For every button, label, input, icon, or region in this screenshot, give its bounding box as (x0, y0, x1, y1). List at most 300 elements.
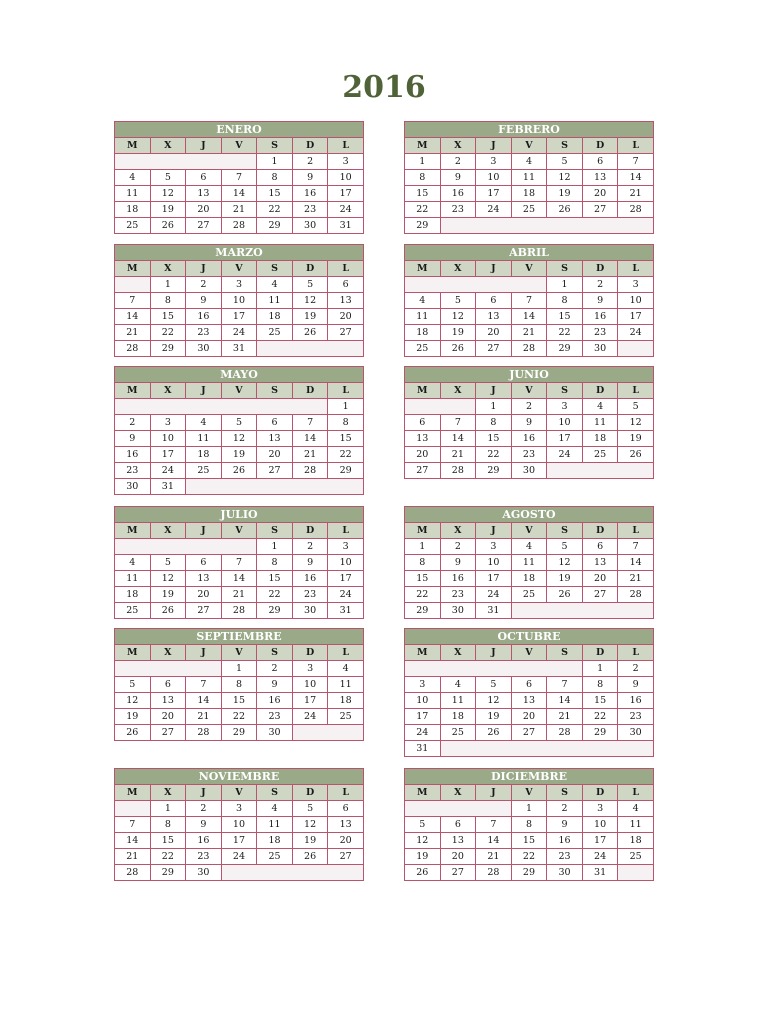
day-cell: 4 (511, 154, 547, 170)
day-cell: 29 (405, 603, 441, 619)
weekday-header: M (405, 645, 441, 661)
week-row (405, 741, 654, 757)
weekday-header: L (618, 261, 654, 277)
day-cell: 2 (186, 277, 222, 293)
day-cell: 14 (547, 693, 583, 709)
day-cell: 15 (476, 431, 512, 447)
day-cell: 4 (257, 277, 293, 293)
day-cell: 1 (405, 154, 441, 170)
day-cell: 5 (618, 399, 654, 415)
day-cell: 11 (582, 415, 618, 431)
day-cell: 9 (582, 293, 618, 309)
empty-cell (405, 661, 583, 677)
day-cell: 17 (150, 447, 186, 463)
day-cell: 18 (405, 325, 441, 341)
empty-cell (440, 218, 653, 234)
day-cell: 8 (257, 170, 293, 186)
day-cell: 13 (186, 571, 222, 587)
week-row (115, 709, 364, 725)
day-cell: 26 (292, 849, 328, 865)
day-cell: 23 (186, 325, 222, 341)
day-cell: 17 (618, 309, 654, 325)
weekday-header: V (221, 261, 257, 277)
empty-cell (115, 399, 328, 415)
empty-cell (405, 399, 476, 415)
day-cell: 23 (440, 587, 476, 603)
day-cell: 10 (221, 293, 257, 309)
weekday-header: L (618, 785, 654, 801)
day-cell: 1 (328, 399, 364, 415)
weekday-header: V (511, 645, 547, 661)
day-cell: 16 (440, 186, 476, 202)
weekday-header: M (405, 785, 441, 801)
weekday-header: S (257, 138, 293, 154)
weekday-header: M (405, 383, 441, 399)
day-cell: 7 (186, 677, 222, 693)
weekday-header: V (221, 785, 257, 801)
day-cell: 18 (440, 709, 476, 725)
week-row (115, 817, 364, 833)
day-cell: 9 (257, 677, 293, 693)
day-cell: 3 (618, 277, 654, 293)
day-cell: 31 (221, 341, 257, 357)
week-row (115, 539, 364, 555)
day-cell: 14 (221, 571, 257, 587)
day-cell: 7 (440, 415, 476, 431)
day-cell: 30 (186, 865, 222, 881)
day-cell: 16 (186, 309, 222, 325)
weekday-header: M (115, 785, 151, 801)
day-cell: 16 (511, 431, 547, 447)
day-cell: 6 (582, 154, 618, 170)
day-cell: 14 (115, 309, 151, 325)
day-cell: 16 (115, 447, 151, 463)
day-cell: 12 (292, 817, 328, 833)
day-cell: 6 (582, 539, 618, 555)
weekday-header: M (115, 138, 151, 154)
day-cell: 26 (221, 463, 257, 479)
day-cell: 28 (476, 865, 512, 881)
day-cell: 26 (618, 447, 654, 463)
week-row (405, 587, 654, 603)
month-name: SEPTIEMBRE (115, 629, 364, 645)
day-cell: 11 (440, 693, 476, 709)
day-cell: 10 (476, 170, 512, 186)
week-row (115, 202, 364, 218)
day-cell: 1 (582, 661, 618, 677)
day-cell: 26 (547, 202, 583, 218)
day-cell: 26 (405, 865, 441, 881)
empty-cell (115, 661, 222, 677)
weekday-header: D (582, 138, 618, 154)
weekday-header: S (547, 261, 583, 277)
day-cell: 31 (150, 479, 186, 495)
day-cell: 19 (547, 186, 583, 202)
day-cell: 29 (150, 865, 186, 881)
week-row (115, 603, 364, 619)
day-cell: 3 (221, 277, 257, 293)
weekday-header: D (292, 645, 328, 661)
weekday-header: D (582, 383, 618, 399)
week-row (405, 555, 654, 571)
day-cell: 13 (582, 555, 618, 571)
week-row (115, 555, 364, 571)
empty-cell (618, 865, 654, 881)
weekday-header: X (150, 523, 186, 539)
day-cell: 2 (582, 277, 618, 293)
empty-cell (221, 865, 363, 881)
day-cell: 29 (405, 218, 441, 234)
day-cell: 13 (257, 431, 293, 447)
day-cell: 22 (150, 849, 186, 865)
day-cell: 21 (115, 325, 151, 341)
day-cell: 24 (292, 709, 328, 725)
day-cell: 24 (328, 587, 364, 603)
day-cell: 19 (476, 709, 512, 725)
day-cell: 8 (328, 415, 364, 431)
day-cell: 12 (547, 170, 583, 186)
day-cell: 19 (292, 833, 328, 849)
weekday-header: J (186, 645, 222, 661)
week-row (405, 677, 654, 693)
day-cell: 5 (476, 677, 512, 693)
day-cell: 5 (405, 817, 441, 833)
week-row (405, 431, 654, 447)
day-cell: 18 (328, 693, 364, 709)
day-cell: 1 (150, 801, 186, 817)
weekday-header: S (257, 785, 293, 801)
day-cell: 14 (292, 431, 328, 447)
day-cell: 2 (292, 154, 328, 170)
day-cell: 11 (115, 186, 151, 202)
day-cell: 17 (292, 693, 328, 709)
day-cell: 19 (221, 447, 257, 463)
week-row (115, 801, 364, 817)
day-cell: 27 (511, 725, 547, 741)
weekday-header: S (257, 383, 293, 399)
day-cell: 9 (186, 293, 222, 309)
day-cell: 28 (440, 463, 476, 479)
day-cell: 16 (292, 186, 328, 202)
day-cell: 28 (221, 218, 257, 234)
day-cell: 14 (476, 833, 512, 849)
day-cell: 10 (292, 677, 328, 693)
weekday-header: M (405, 523, 441, 539)
day-cell: 8 (257, 555, 293, 571)
day-cell: 5 (292, 277, 328, 293)
day-cell: 22 (328, 447, 364, 463)
month-name: AGOSTO (405, 507, 654, 523)
day-cell: 25 (257, 849, 293, 865)
weekday-header: L (328, 261, 364, 277)
day-cell: 19 (115, 709, 151, 725)
day-cell: 22 (221, 709, 257, 725)
month-may (114, 366, 364, 495)
day-cell: 15 (257, 571, 293, 587)
month-november (114, 768, 364, 881)
empty-cell (115, 539, 257, 555)
month-january (114, 121, 364, 234)
day-cell: 31 (328, 218, 364, 234)
day-cell: 1 (257, 154, 293, 170)
day-cell: 22 (257, 202, 293, 218)
day-cell: 27 (405, 463, 441, 479)
day-cell: 21 (221, 202, 257, 218)
week-row (405, 539, 654, 555)
day-cell: 2 (115, 415, 151, 431)
day-cell: 29 (257, 218, 293, 234)
day-cell: 27 (257, 463, 293, 479)
week-row (405, 170, 654, 186)
day-cell: 18 (257, 309, 293, 325)
day-cell: 23 (257, 709, 293, 725)
weekday-header: S (257, 523, 293, 539)
day-cell: 30 (440, 603, 476, 619)
day-cell: 26 (150, 218, 186, 234)
month-name: OCTUBRE (405, 629, 654, 645)
day-cell: 4 (257, 801, 293, 817)
day-cell: 30 (115, 479, 151, 495)
week-row (115, 463, 364, 479)
day-cell: 25 (582, 447, 618, 463)
day-cell: 21 (440, 447, 476, 463)
week-row (405, 341, 654, 357)
day-cell: 22 (582, 709, 618, 725)
week-row (115, 218, 364, 234)
day-cell: 28 (618, 202, 654, 218)
weekday-header: V (511, 785, 547, 801)
day-cell: 25 (328, 709, 364, 725)
week-row (405, 309, 654, 325)
day-cell: 3 (476, 539, 512, 555)
day-cell: 12 (547, 555, 583, 571)
day-cell: 5 (150, 170, 186, 186)
empty-cell (547, 463, 654, 479)
day-cell: 14 (618, 170, 654, 186)
weekday-header: M (405, 138, 441, 154)
day-cell: 4 (440, 677, 476, 693)
day-cell: 30 (257, 725, 293, 741)
day-cell: 28 (186, 725, 222, 741)
day-cell: 21 (476, 849, 512, 865)
empty-cell (115, 277, 151, 293)
day-cell: 5 (292, 801, 328, 817)
month-july (114, 506, 364, 619)
day-cell: 18 (115, 202, 151, 218)
week-row (115, 833, 364, 849)
day-cell: 4 (115, 555, 151, 571)
day-cell: 3 (328, 154, 364, 170)
weekday-header: M (115, 523, 151, 539)
day-cell: 24 (405, 725, 441, 741)
day-cell: 20 (582, 186, 618, 202)
day-cell: 14 (186, 693, 222, 709)
week-row (115, 479, 364, 495)
weekday-header: S (547, 523, 583, 539)
week-row (405, 661, 654, 677)
day-cell: 14 (440, 431, 476, 447)
week-row (405, 463, 654, 479)
day-cell: 18 (511, 186, 547, 202)
day-cell: 15 (511, 833, 547, 849)
day-cell: 2 (292, 539, 328, 555)
day-cell: 16 (547, 833, 583, 849)
day-cell: 10 (221, 817, 257, 833)
month-august (404, 506, 654, 619)
day-cell: 28 (115, 341, 151, 357)
day-cell: 7 (221, 170, 257, 186)
week-row (405, 849, 654, 865)
day-cell: 13 (582, 170, 618, 186)
day-cell: 22 (511, 849, 547, 865)
month-february (404, 121, 654, 234)
weekday-header: J (186, 261, 222, 277)
weekday-header: L (618, 645, 654, 661)
weekday-header: X (150, 261, 186, 277)
day-cell: 26 (150, 603, 186, 619)
day-cell: 11 (257, 293, 293, 309)
day-cell: 6 (440, 817, 476, 833)
day-cell: 17 (221, 309, 257, 325)
week-row (115, 399, 364, 415)
day-cell: 29 (150, 341, 186, 357)
day-cell: 16 (292, 571, 328, 587)
empty-cell (440, 741, 653, 757)
day-cell: 12 (221, 431, 257, 447)
day-cell: 8 (405, 555, 441, 571)
day-cell: 19 (547, 571, 583, 587)
day-cell: 13 (440, 833, 476, 849)
day-cell: 23 (547, 849, 583, 865)
day-cell: 9 (292, 555, 328, 571)
day-cell: 28 (618, 587, 654, 603)
day-cell: 3 (150, 415, 186, 431)
day-cell: 20 (186, 587, 222, 603)
weekday-header: X (440, 523, 476, 539)
day-cell: 31 (476, 603, 512, 619)
week-row (115, 186, 364, 202)
day-cell: 2 (257, 661, 293, 677)
week-row (405, 801, 654, 817)
day-cell: 17 (328, 186, 364, 202)
day-cell: 10 (582, 817, 618, 833)
day-cell: 28 (292, 463, 328, 479)
day-cell: 5 (547, 539, 583, 555)
week-row (405, 325, 654, 341)
weekday-header: V (221, 645, 257, 661)
day-cell: 18 (582, 431, 618, 447)
week-row (115, 415, 364, 431)
day-cell: 30 (292, 218, 328, 234)
day-cell: 1 (511, 801, 547, 817)
day-cell: 21 (618, 571, 654, 587)
weekday-header: X (440, 138, 476, 154)
day-cell: 10 (150, 431, 186, 447)
weekday-header: L (328, 785, 364, 801)
day-cell: 27 (328, 849, 364, 865)
weekday-header: J (186, 523, 222, 539)
weekday-header: X (150, 383, 186, 399)
day-cell: 19 (618, 431, 654, 447)
week-row (405, 725, 654, 741)
weekday-header: V (511, 138, 547, 154)
weekday-header: J (186, 138, 222, 154)
weekday-header: X (440, 261, 476, 277)
day-cell: 26 (547, 587, 583, 603)
day-cell: 25 (511, 587, 547, 603)
day-cell: 7 (292, 415, 328, 431)
day-cell: 9 (186, 817, 222, 833)
day-cell: 1 (547, 277, 583, 293)
day-cell: 13 (150, 693, 186, 709)
month-april (404, 244, 654, 357)
week-row (115, 677, 364, 693)
weekday-header: D (292, 383, 328, 399)
weekday-header: L (618, 383, 654, 399)
month-september (114, 628, 364, 741)
weekday-header: L (328, 138, 364, 154)
day-cell: 7 (547, 677, 583, 693)
day-cell: 24 (328, 202, 364, 218)
day-cell: 29 (221, 725, 257, 741)
day-cell: 11 (511, 555, 547, 571)
day-cell: 29 (547, 341, 583, 357)
day-cell: 27 (186, 218, 222, 234)
day-cell: 9 (115, 431, 151, 447)
weekday-header: S (257, 645, 293, 661)
day-cell: 22 (476, 447, 512, 463)
week-row (115, 277, 364, 293)
day-cell: 15 (405, 571, 441, 587)
day-cell: 8 (476, 415, 512, 431)
day-cell: 9 (292, 170, 328, 186)
day-cell: 11 (405, 309, 441, 325)
day-cell: 23 (292, 587, 328, 603)
day-cell: 19 (440, 325, 476, 341)
month-name: DICIEMBRE (405, 769, 654, 785)
weekday-header: V (511, 523, 547, 539)
day-cell: 15 (328, 431, 364, 447)
day-cell: 3 (476, 154, 512, 170)
month-october (404, 628, 654, 757)
day-cell: 25 (257, 325, 293, 341)
day-cell: 7 (618, 154, 654, 170)
day-cell: 16 (440, 571, 476, 587)
day-cell: 19 (292, 309, 328, 325)
empty-cell (115, 801, 151, 817)
day-cell: 18 (115, 587, 151, 603)
day-cell: 19 (405, 849, 441, 865)
day-cell: 4 (115, 170, 151, 186)
day-cell: 28 (115, 865, 151, 881)
day-cell: 26 (440, 341, 476, 357)
day-cell: 13 (328, 293, 364, 309)
day-cell: 9 (547, 817, 583, 833)
weekday-header: L (328, 523, 364, 539)
week-row (115, 154, 364, 170)
day-cell: 1 (476, 399, 512, 415)
day-cell: 30 (292, 603, 328, 619)
day-cell: 11 (618, 817, 654, 833)
day-cell: 28 (511, 341, 547, 357)
day-cell: 15 (150, 309, 186, 325)
weekday-header: X (150, 785, 186, 801)
month-name: FEBRERO (405, 122, 654, 138)
day-cell: 8 (405, 170, 441, 186)
day-cell: 9 (440, 170, 476, 186)
week-row (115, 170, 364, 186)
weekday-header: J (476, 261, 512, 277)
